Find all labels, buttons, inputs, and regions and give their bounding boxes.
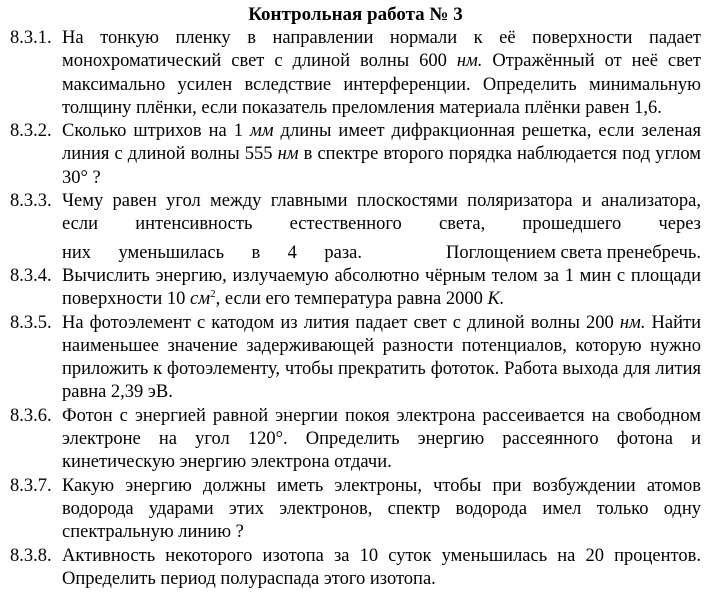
problem-number: 8.3.5.: [10, 312, 52, 333]
problem-text-part: Сколько штрихов на 1: [62, 121, 250, 142]
problem-text-part: в спектре второго порядка наблюдается под углом 30° ?: [62, 144, 701, 188]
problem-8-3-6: [10, 405, 701, 475]
problem-text: Активность некоторого изотопа за 10 суток уменьшилась на 20 процентов. Определить период полураспада этого изотопа.: [62, 545, 701, 589]
problem-8-3-8: [10, 545, 701, 592]
unit-nm: нм: [277, 144, 299, 165]
problem-number: 8.3.8.: [10, 545, 52, 566]
problem-text: [62, 190, 701, 265]
problem-8-3-5: [10, 312, 701, 405]
problem-text: Какую энергию должны иметь электроны, чтобы при возбуждении атомов водорода ударами этих электронов, спектр водорода имел только одну спектральную линию ?: [62, 475, 701, 543]
problem-8-3-4: [10, 265, 701, 312]
problem-text-line: [62, 242, 701, 265]
problem-text-part: На тонкую пленку в направлении нормали к её поверхности падает монохроматический свет с длиной волны 600: [62, 28, 701, 72]
problem-text-part: длины имеет дифракционная решетка, если зеленая линия с длиной волны 555: [62, 121, 701, 165]
problem-text-part: Отражённый от неё свет максимально усилен вследствие интерференции. Определить минимальную толщину плёнки, если показатель преломления материала плёнки равен 1,6.: [62, 51, 701, 118]
problem-text-part: Чему равен угол между главными плоскостями поляризатора и анализатора, если интенсивность естественного света, прошедшего через: [62, 191, 701, 235]
problem-8-3-2: [10, 120, 701, 190]
problem-number: 8.3.3.: [10, 191, 52, 212]
problem-text-part: Поглощением света пренебречь.: [446, 242, 701, 263]
problem-text-part: Вычислить энергию, излучаемую абсолютно чёрным телом за 1 мин с площади поверхности 10: [62, 265, 701, 310]
problem-8-3-7: [10, 475, 701, 545]
problem-8-3-3: [10, 190, 701, 265]
problem-text-part: них уменьшилась в 4 раза.: [62, 242, 362, 263]
page-title: Контрольная работа № 3: [248, 4, 463, 25]
problem-number: 8.3.1.: [10, 28, 52, 48]
unit-cm: см: [190, 289, 211, 310]
problem-number: 8.3.2.: [10, 121, 52, 142]
unit-kelvin: К.: [487, 289, 505, 310]
problem-text: [62, 120, 701, 190]
problem-text: [62, 312, 701, 405]
problem-text-part: На фотоэлемент с катодом из лития падает свет с длиной волны 200: [62, 312, 620, 333]
unit-nm: нм.: [619, 312, 646, 333]
unit-mm: мм: [249, 121, 274, 142]
unit-nm: нм.: [456, 51, 483, 72]
problem-text: Фотон с энергией равной энергии покоя электрона рассеивается на свободном электроне на угол 120°. Определить энергию рассеянного фотона и кинетическую энергию электрона отдачи.: [62, 405, 701, 473]
unit-exponent: 2: [210, 288, 216, 301]
problem-text-part: Найти наименьшее значение задерживающей разности потенциалов, которую нужно приложить к фотоэлементу, чтобы прекратить фототок. Работа выхода для лития равна 2,39 эВ.: [62, 312, 701, 403]
problem-number: 8.3.6.: [10, 405, 52, 426]
problem-text: [62, 265, 701, 312]
problem-text: [62, 27, 701, 120]
problem-number: 8.3.7.: [10, 475, 52, 496]
problem-8-3-1: [10, 27, 701, 120]
problem-text-part: , если его температура равна 2000: [215, 289, 488, 310]
problem-number: 8.3.4.: [10, 265, 52, 286]
